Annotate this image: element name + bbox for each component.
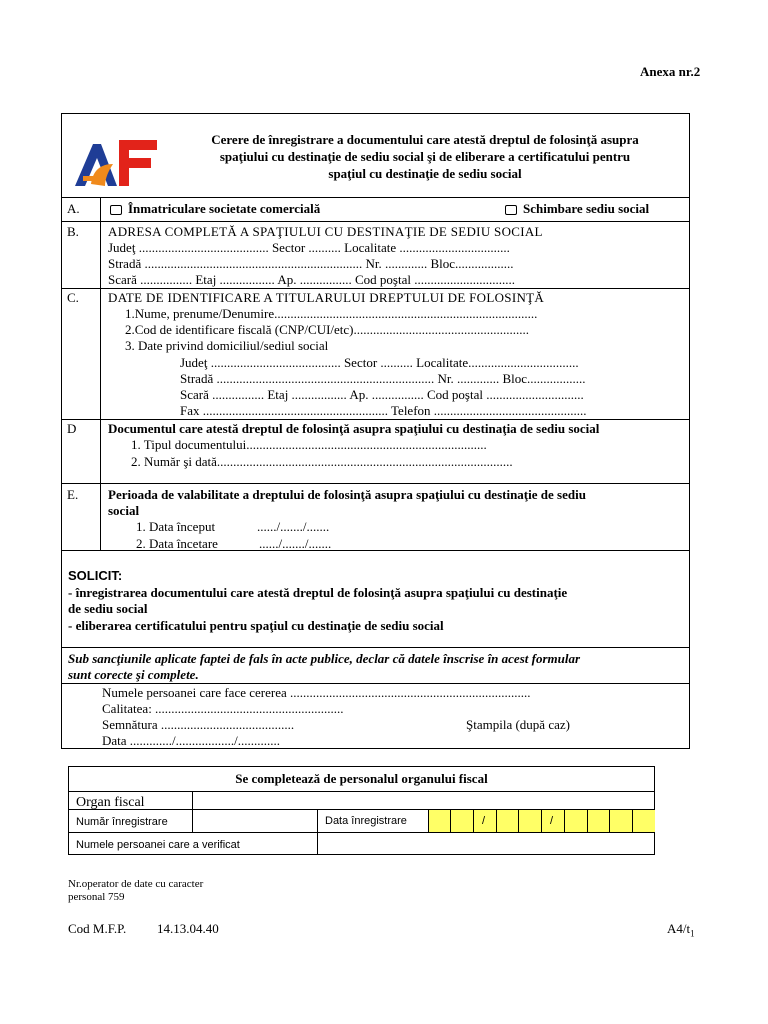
fiscal-organ-label: Organ fiscal	[76, 795, 145, 810]
signature-field[interactable]: Semnătura .........................................	[102, 717, 295, 732]
form-title-line-3: spaţiul cu destinaţie de sediu social	[328, 166, 522, 181]
section-c-item-1[interactable]: 1.Nume, prenume/Denumire.................................................................................	[125, 306, 538, 321]
solicit-line-3: - eliberarea certificatului pentru spaţiul cu destinaţie de sediu social	[68, 618, 444, 633]
section-d-item-1[interactable]: 1. Tipul documentului..........................................................................	[131, 437, 487, 452]
end-date-field[interactable]: ....../......./.......	[259, 536, 332, 551]
end-date-label: 2. Data încetare	[136, 536, 218, 551]
divider	[61, 288, 690, 289]
letter-column-divider	[100, 197, 101, 550]
divider	[473, 809, 474, 832]
divider	[541, 809, 542, 832]
section-a-letter: A.	[67, 201, 80, 216]
option-change-office-label: Schimbare sediu social	[523, 201, 650, 216]
registration-number-label: Număr înregistrare	[76, 816, 168, 828]
option-registration-label: Înmatriculare societate comercială	[128, 201, 321, 216]
operator-note-line-2: personal 759	[68, 891, 125, 903]
section-b-line-1[interactable]: Judeţ ........................................ Sector .......... Localitate ..................................	[108, 240, 510, 255]
divider	[518, 809, 519, 832]
form-title-line-1: Cerere de înregistrare a documentului care atestă dreptul de folosinţă asupra	[211, 132, 639, 147]
annex-label: Anexa nr.2	[640, 64, 701, 79]
verifier-name-label: Numele persoanei care a verificat	[76, 839, 240, 851]
section-c-letter: C.	[67, 290, 79, 305]
divider	[564, 809, 565, 832]
section-d-item-2[interactable]: 2. Număr şi dată...........................................................................................	[131, 454, 513, 469]
cod-mfp-label: Cod M.F.P.	[68, 921, 127, 936]
paper-format-sub: 1	[690, 928, 695, 939]
section-c-address-2[interactable]: Stradă ................................................................... Nr. ............. Bloc..................	[180, 371, 586, 386]
solicit-title: SOLICIT:	[68, 568, 123, 583]
form-title-line-2: spaţiului cu destinaţie de sediu social şi de eliberare a certificatului pentru	[219, 149, 631, 164]
verifier-name-field[interactable]	[318, 833, 654, 854]
registration-date-label: Data înregistrare	[325, 815, 407, 827]
section-e-letter: E.	[67, 487, 79, 502]
section-c-address-3[interactable]: Scară ................ Etaj ................. Ap. ................ Cod poştal ..............................	[180, 387, 584, 402]
option-change-office[interactable]	[505, 201, 649, 217]
solicit-line-1: - înregistrarea documentului care atestă dreptul de folosinţă asupra spaţiului cu destinaţie	[68, 585, 568, 600]
start-date-label: 1. Data început	[136, 519, 216, 534]
date-separator-2: /	[550, 815, 554, 827]
divider	[609, 809, 610, 832]
declaration-line-2: sunt corecte şi complete.	[68, 667, 199, 682]
section-b-title: ADRESA COMPLETĂ A SPAŢIULUI CU DESTINAŢIE DE SEDIU SOCIAL	[108, 224, 543, 239]
date-field[interactable]: Data ............./................../.............	[102, 733, 281, 748]
section-c-item-2[interactable]: 2.Cod de identificare fiscală (CNP/CUI/etc)......................................................	[125, 322, 530, 337]
section-e-title-1: Perioada de valabilitate a dreptului de folosinţă asupra spaţiului cu destinaţie de sediu	[108, 487, 586, 502]
af-logo	[71, 134, 159, 188]
checkbox-registration[interactable]	[110, 205, 122, 215]
option-registration[interactable]	[110, 201, 320, 217]
divider	[428, 809, 429, 832]
section-c-address-4[interactable]: Fax ......................................................... Telefon ...............................................	[180, 403, 587, 418]
divider	[496, 809, 497, 832]
section-c-item-3: 3. Date privind domiciliul/sediul social	[125, 338, 329, 353]
divider	[450, 809, 451, 832]
divider	[61, 683, 690, 684]
capacity-field[interactable]: Calitatea: ..........................................................	[102, 701, 344, 716]
section-b-line-2[interactable]: Stradă ................................................................... Nr. ............. Bloc..................	[108, 256, 514, 271]
section-b-letter: B.	[67, 224, 79, 239]
paper-format-text: A4/t	[667, 921, 691, 936]
operator-note-line-1: Nr.operator de date cu caracter	[68, 878, 204, 890]
solicit-line-2: de sediu social	[68, 601, 148, 616]
divider	[61, 483, 690, 484]
divider	[61, 197, 690, 198]
form-code: 14.13.04.40	[157, 921, 219, 936]
date-separator-1: /	[482, 815, 486, 827]
section-e-title-2: social	[108, 503, 140, 518]
divider	[61, 647, 690, 648]
divider	[61, 419, 690, 420]
fiscal-organ-field[interactable]	[193, 792, 654, 808]
declaration-line-1: Sub sancţiunile aplicate faptei de fals în acte publice, declar că datele înscrise în acest formular	[68, 651, 581, 666]
divider	[632, 809, 633, 832]
section-d-title: Documentul care atestă dreptul de folosinţă asupra spaţiului cu destinaţia de sediu social	[108, 421, 600, 436]
fiscal-title: Se completează de personalul organului fiscal	[235, 771, 488, 786]
checkbox-change-office[interactable]	[505, 205, 517, 215]
applicant-name-field[interactable]: Numele persoanei care face cererea ..........................................................................	[102, 685, 531, 700]
registration-number-field[interactable]	[193, 810, 316, 831]
start-date-field[interactable]: ....../......./.......	[257, 519, 330, 534]
section-b-line-3[interactable]: Scară ................ Etaj ................. Ap. ................ Cod poştal ...............................	[108, 272, 515, 287]
section-d-letter: D	[67, 421, 77, 436]
section-c-address-1[interactable]: Judeţ ........................................ Sector .......... Localitate..................................	[180, 355, 579, 370]
paper-format	[667, 921, 695, 942]
stamp-label: Ştampila (după caz)	[466, 717, 570, 732]
divider	[587, 809, 588, 832]
divider	[61, 221, 690, 222]
section-c-title: DATE DE IDENTIFICARE A TITULARULUI DREPTULUI DE FOLOSINŢĂ	[108, 290, 545, 305]
